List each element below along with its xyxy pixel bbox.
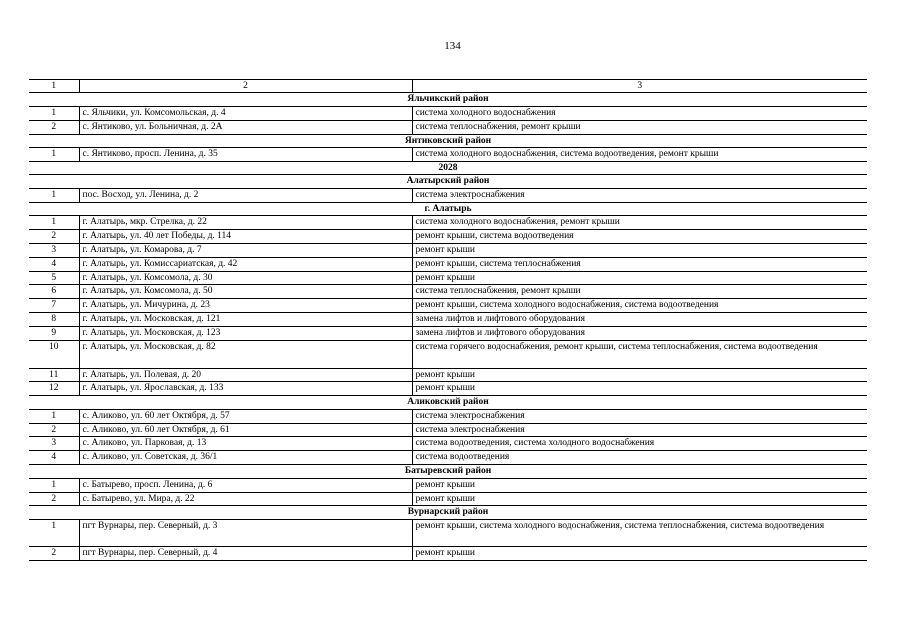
section-heading: Вурнарский район (29, 506, 867, 519)
table-row (29, 148, 867, 162)
section-heading: Яльчикский район (29, 93, 867, 106)
row-works: ремонт крыши (412, 271, 867, 285)
section-heading: г. Алатырь (29, 202, 867, 215)
row-works: система теплоснабжения, ремонт крыши (412, 285, 867, 299)
section-heading: Алатырский район (29, 175, 867, 188)
row-number: 2 (29, 120, 79, 134)
column-header-row (29, 80, 867, 93)
table-row (29, 243, 867, 257)
row-address: г. Алатырь, ул. Мичурина, д. 23 (79, 299, 412, 313)
row-works: ремонт крыши, система водоотведения (412, 229, 867, 243)
row-works: ремонт крыши (412, 478, 867, 492)
row-address: пос. Восход, ул. Ленина, д. 2 (79, 188, 412, 202)
row-works: ремонт крыши (412, 368, 867, 382)
row-works: система электроснабжения (412, 423, 867, 437)
table-row (29, 257, 867, 271)
row-works: ремонт крыши (412, 547, 867, 561)
section-heading-row (29, 506, 867, 519)
row-number: 3 (29, 243, 79, 257)
table-row (29, 492, 867, 506)
table-row (29, 188, 867, 202)
section-heading-row (29, 93, 867, 106)
row-number: 11 (29, 368, 79, 382)
column-header-1: 1 (29, 80, 79, 93)
works-table (29, 79, 867, 561)
table-row (29, 285, 867, 299)
row-address: г. Алатырь, ул. Московская, д. 123 (79, 327, 412, 341)
row-works: замена лифтов и лифтового оборудования (412, 327, 867, 341)
table-row (29, 547, 867, 561)
row-number: 2 (29, 492, 79, 506)
row-address: с. Яльчики, ул. Комсомольская, д. 4 (79, 106, 412, 120)
row-works: система холодного водоснабжения (412, 106, 867, 120)
section-heading: Аликовский район (29, 396, 867, 409)
row-number: 1 (29, 106, 79, 120)
row-address: г. Алатырь, ул. Комсомола, д. 50 (79, 285, 412, 299)
table-row (29, 106, 867, 120)
row-number: 7 (29, 299, 79, 313)
page-number: 134 (444, 40, 461, 52)
row-works: ремонт крыши, система холодного водоснабжения, система водоотведения (412, 299, 867, 313)
table-row (29, 327, 867, 341)
row-address: г. Алатырь, мкр. Стрелка, д. 22 (79, 216, 412, 230)
row-number: 8 (29, 313, 79, 327)
section-heading-row (29, 134, 867, 147)
row-address: с. Янтиково, просп. Ленина, д. 35 (79, 148, 412, 162)
row-number: 2 (29, 547, 79, 561)
section-heading-row (29, 396, 867, 409)
row-number: 4 (29, 451, 79, 465)
section-heading: 2028 (29, 161, 867, 174)
row-works: система теплоснабжения, ремонт крыши (412, 120, 867, 134)
row-works: система водоотведения, система холодного водоснабжения (412, 437, 867, 451)
row-address: с. Аликово, ул. 60 лет Октября, д. 61 (79, 423, 412, 437)
section-heading: Батыревский район (29, 465, 867, 478)
row-works: ремонт крыши (412, 382, 867, 396)
row-works: система водоотведения (412, 451, 867, 465)
row-address: с. Аликово, ул. Парковая, д. 13 (79, 437, 412, 451)
row-address: с. Аликово, ул. 60 лет Октября, д. 57 (79, 409, 412, 423)
row-address: пгт Вурнары, пер. Северный, д. 4 (79, 547, 412, 561)
table-row (29, 423, 867, 437)
row-number: 9 (29, 327, 79, 341)
row-address: с. Янтиково, ул. Больничная, д. 2А (79, 120, 412, 134)
row-address: г. Алатырь, ул. Комсомола, д. 30 (79, 271, 412, 285)
table-row (29, 313, 867, 327)
row-works: замена лифтов и лифтового оборудования (412, 313, 867, 327)
row-address: г. Алатырь, ул. 40 лет Победы, д. 114 (79, 229, 412, 243)
row-works: ремонт крыши, система холодного водоснабжения, система теплоснабжения, система водоотведения (412, 519, 867, 547)
row-number: 1 (29, 478, 79, 492)
table-row (29, 437, 867, 451)
row-address: с. Батырево, ул. Мира, д. 22 (79, 492, 412, 506)
row-works: система электроснабжения (412, 188, 867, 202)
table-row (29, 229, 867, 243)
table-row (29, 271, 867, 285)
table-row (29, 519, 867, 547)
row-number: 12 (29, 382, 79, 396)
row-number: 1 (29, 148, 79, 162)
table-row (29, 341, 867, 369)
row-works: система холодного водоснабжения, система водоотведения, ремонт крыши (412, 148, 867, 162)
row-number: 2 (29, 423, 79, 437)
table-row (29, 451, 867, 465)
row-number: 1 (29, 519, 79, 547)
row-number: 10 (29, 341, 79, 369)
row-address: пгт Вурнары, пер. Северный, д. 3 (79, 519, 412, 547)
row-works: система электроснабжения (412, 409, 867, 423)
table-row (29, 382, 867, 396)
row-address: с. Батырево, просп. Ленина, д. 6 (79, 478, 412, 492)
row-number: 4 (29, 257, 79, 271)
row-address: г. Алатырь, ул. Комарова, д. 7 (79, 243, 412, 257)
row-address: г. Алатырь, ул. Полевая, д. 20 (79, 368, 412, 382)
row-number: 1 (29, 216, 79, 230)
row-address: с. Аликово, ул. Советская, д. 36/1 (79, 451, 412, 465)
row-number: 2 (29, 229, 79, 243)
row-address: г. Алатырь, ул. Ярославская, д. 133 (79, 382, 412, 396)
section-heading: Янтиковский район (29, 134, 867, 147)
section-heading-row (29, 161, 867, 174)
row-works: система горячего водоснабжения, ремонт крыши, система теплоснабжения, система водоотведения (412, 341, 867, 369)
table-row (29, 120, 867, 134)
row-number: 5 (29, 271, 79, 285)
section-heading-row (29, 175, 867, 188)
row-works: ремонт крыши (412, 243, 867, 257)
section-heading-row (29, 465, 867, 478)
row-address: г. Алатырь, ул. Комиссариатская, д. 42 (79, 257, 412, 271)
row-works: система холодного водоснабжения, ремонт крыши (412, 216, 867, 230)
column-header-2: 2 (79, 80, 412, 93)
row-number: 1 (29, 188, 79, 202)
row-works: ремонт крыши (412, 492, 867, 506)
column-header-3: 3 (412, 80, 867, 93)
table-row (29, 478, 867, 492)
row-number: 3 (29, 437, 79, 451)
table-row (29, 368, 867, 382)
row-address: г. Алатырь, ул. Московская, д. 121 (79, 313, 412, 327)
row-address: г. Алатырь, ул. Московская, д. 82 (79, 341, 412, 369)
row-works: ремонт крыши, система теплоснабжения (412, 257, 867, 271)
row-number: 6 (29, 285, 79, 299)
table-row (29, 216, 867, 230)
row-number: 1 (29, 409, 79, 423)
table-row (29, 409, 867, 423)
table-row (29, 299, 867, 313)
section-heading-row (29, 202, 867, 215)
